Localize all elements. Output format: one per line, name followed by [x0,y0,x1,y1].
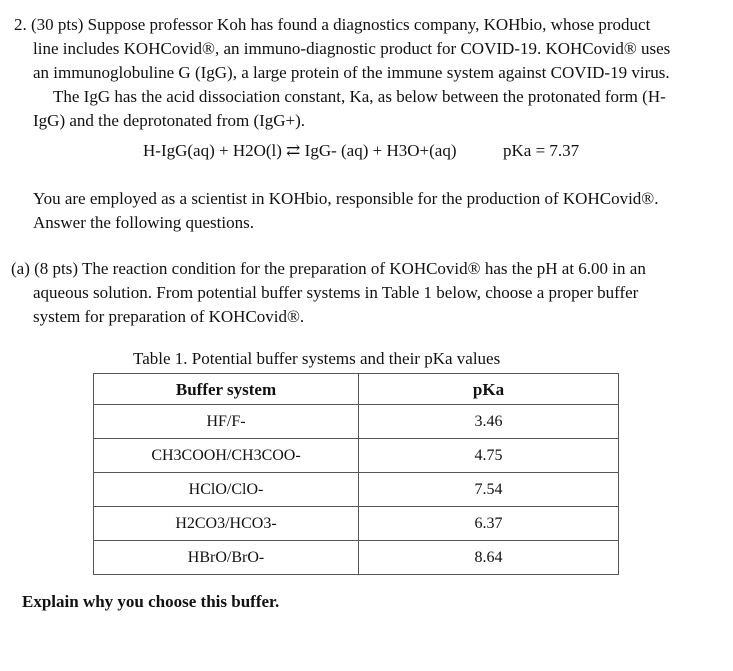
buffer-system-cell: HF/F- [94,405,359,439]
employed-line-1: You are employed as a scientist in KOHbio, responsible for the production of KOHCovid®. [33,189,659,208]
part-a-line-1: (a) (8 pts) The reaction condition for the preparation of KOHCovid® has the pH at 6.00 in an [11,259,646,278]
buffer-system-cell: H2CO3/HCO3- [94,507,359,541]
buffer-system-cell: HBrO/BrO- [94,541,359,575]
table-row [94,473,619,507]
pka-value: pKa = 7.37 [503,141,580,160]
buffer-table [93,373,619,575]
table-row [94,405,619,439]
table-header-row [94,374,619,405]
reaction-equation: H-IgG(aq) + H2O(l) ⇄ IgG- (aq) + H3O+(aq) [143,141,457,160]
header-pka: pKa [359,374,619,405]
part-a-line-2: aqueous solution. From potential buffer systems in Table 1 below, choose a proper buffer [33,283,639,302]
pka-cell: 7.54 [359,473,619,507]
pka-cell: 8.64 [359,541,619,575]
explain-prompt: Explain why you choose this buffer. [22,592,280,611]
table-caption: Table 1. Potential buffer systems and their pKa values [133,349,501,368]
intro-line-2: line includes KOHCovid®, an immuno-diagnostic product for COVID-19. KOHCovid® uses [33,39,671,58]
intro-line-3: an immunoglobuline G (IgG), a large protein of the immune system against COVID-19 virus. [33,63,670,82]
pka-cell: 4.75 [359,439,619,473]
pka-cell: 6.37 [359,507,619,541]
buffer-system-cell: CH3COOH/CH3COO- [94,439,359,473]
pka-cell: 3.46 [359,405,619,439]
intro-line-4: The IgG has the acid dissociation constant, Ka, as below between the protonated form (H- [53,87,666,106]
buffer-system-cell: HClO/ClO- [94,473,359,507]
table-row [94,507,619,541]
table-row [94,541,619,575]
intro-line-1: 2. (30 pts) Suppose professor Koh has found a diagnostics company, KOHbio, whose product [14,15,651,34]
employed-line-2: Answer the following questions. [33,213,254,232]
part-a-line-3: system for preparation of KOHCovid®. [33,307,305,326]
header-buffer-system: Buffer system [94,374,359,405]
table-row [94,439,619,473]
intro-line-5: IgG) and the deprotonated from (IgG+). [33,111,306,130]
